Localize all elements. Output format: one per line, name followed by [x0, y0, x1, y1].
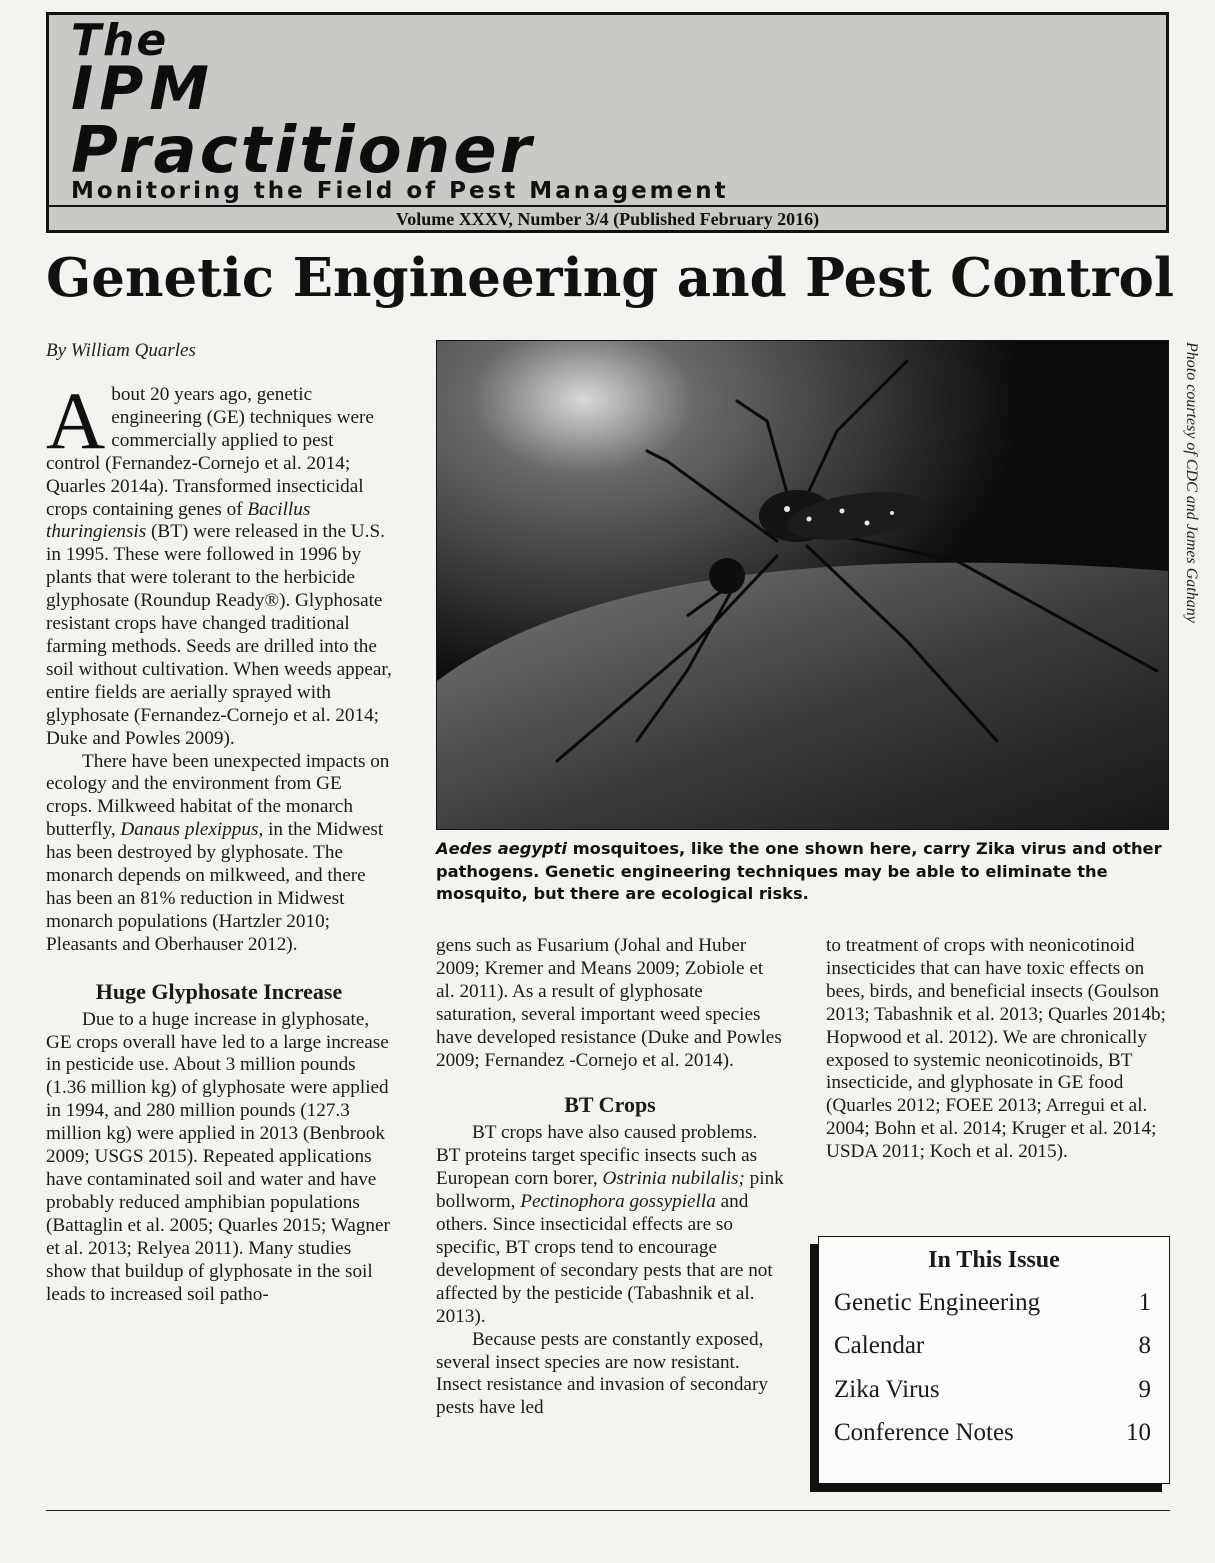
masthead-tagline: Monitoring the Field of Pest Management [71, 178, 729, 204]
drop-cap: A [46, 375, 106, 466]
toc-item-label: Genetic Engineering [834, 1289, 1041, 1316]
article-column-3 [826, 935, 1172, 1164]
article-column-2 [436, 935, 784, 1420]
toc-item[interactable] [834, 1289, 1151, 1329]
byline: By William Quarles [46, 340, 196, 361]
toc-item[interactable] [834, 1419, 1151, 1459]
toc-title: In This Issue [928, 1247, 1060, 1273]
toc-item[interactable] [834, 1332, 1151, 1372]
toc-item-page: 1 [1138, 1289, 1151, 1316]
paragraph-bt: BT crops have also caused problems. BT proteins target specific insects such as European corn borer, Ostrinia nubilalis; pink bollworm, Pectinophora gossypiella and others. Since insecticidal effects are so specific, BT crops tend to encourage development of secondary pests that are not affected by the pesticide (Tabashnik et al. 2013). [436, 1122, 784, 1327]
paragraph-monarch: There have been unexpected impacts on ecology and the environment from GE crops. Milkweed habitat of the monarch butterfly, Danaus plexippus, in the Midwest has been destroyed by glyphosate. The monarch depends on milkweed, and there has been an 81% reduction in Midwest monarch populations (Hartzler 2010; Pleasants and Oberhauser 2012). [46, 750, 390, 955]
in-this-issue-box [818, 1236, 1170, 1484]
paragraph-pathogens: gens such as Fusarium (Johal and Huber 2009; Kremer and Means 2009; Zobiole et al. 2011). As a result of glyphosate saturation, several important weed species have developed resistance (Duke and Powles 2009; Fernandez -Cornejo et al. 2014). [436, 935, 782, 1071]
mosquito-photo [436, 340, 1169, 830]
paragraph-glyphosate: Due to a huge increase in glyphosate, GE crops overall have led to a large increase in pesticide use. About 3 million pounds (1.36 million kg) of glyphosate were applied in 1994, and 280 million pounds (127.3 million kg) were applied in 2013 (Benbrook 2009; USGS 2015). Repeated applications have contaminated soil and water and have probably reduced amphibian populations (Battaglin et al. 2005; Quarles 2015; Wagner et al. 2013; Relyea 2011). Many studies show that buildup of glyphosate in the soil leads to increased soil patho- [46, 1008, 390, 1305]
article-headline: Genetic Engineering and Pest Control [46, 247, 1175, 309]
paragraph-resistance: Because pests are constantly exposed, several insect species are now resistant. Insect resistance and invasion of secondary pests have led [436, 1328, 768, 1419]
toc-item-label: Calendar [834, 1332, 925, 1359]
subhead-bt-crops: BT Crops [564, 1092, 656, 1118]
toc-item-label: Conference Notes [834, 1419, 1014, 1446]
masthead-title-the: The [71, 15, 169, 66]
footer-divider [46, 1510, 1170, 1511]
photo-caption: Aedes aegypti mosquitoes, like the one shown here, carry Zika virus and other pathogens. Genetic engineering techniques may be able to eliminate the mosquito, but there are ecological risks. [436, 839, 1162, 903]
toc-item-page: 8 [1138, 1332, 1151, 1359]
subhead-glyphosate: Huge Glyphosate Increase [95, 978, 343, 1004]
toc-item-label: Zika Virus [834, 1376, 940, 1403]
toc-item-page: 9 [1138, 1376, 1151, 1403]
toc-item-page: 10 [1126, 1419, 1151, 1446]
paragraph-neonicotinoids: to treatment of crops with neonicotinoid insecticides that can have toxic effects on bees, birds, and beneficial insects (Goulson 2013; Tabashnik et al. 2013; Quarles 2014b; Hopwood et al. 2012). We are chronically exposed to systemic neonicotinoids, BT insecticide, and glyphosate in GE food (Quarles 2012; FOEE 2013; Arregui et al. 2004; Bohn et al. 2014; Kruger et al. 2014; USDA 2011; Koch et al. 2015). [826, 935, 1166, 1163]
photo-credit: Photo courtesy of CDC and James Gathany [1183, 342, 1200, 623]
masthead-title-ipm: IPM [71, 54, 216, 124]
masthead-title-practitioner: Practitioner [71, 114, 535, 188]
masthead [46, 12, 1169, 233]
paragraph-intro: About 20 years ago, genetic engineering (GE) techniques were commercially applied to pest control (Fernandez-Cornejo et al. 2014; Quarles 2014a). Transformed insecticidal crops containing genes of Bacillus thuringiensis (BT) were released in the U.S. in 1995. These were followed in 1996 by plants that were tolerant to the herbicide glyphosate (Roundup Ready®). Glyphosate resistant crops have changed traditional farming methods. Seeds are drilled into the soil without cultivation. When weeds appear, entire fields are aerially sprayed with glyphosate (Fernandez-Cornejo et al. 2014; Duke and Powles 2009). [46, 375, 392, 749]
article-column-1 [46, 375, 392, 1306]
volume-info: Volume XXXV, Number 3/4 (Published February 2016) [395, 209, 820, 229]
caption-species: Aedes aegypti [436, 839, 568, 858]
masthead-divider [49, 205, 1166, 207]
toc-item[interactable] [834, 1376, 1151, 1416]
